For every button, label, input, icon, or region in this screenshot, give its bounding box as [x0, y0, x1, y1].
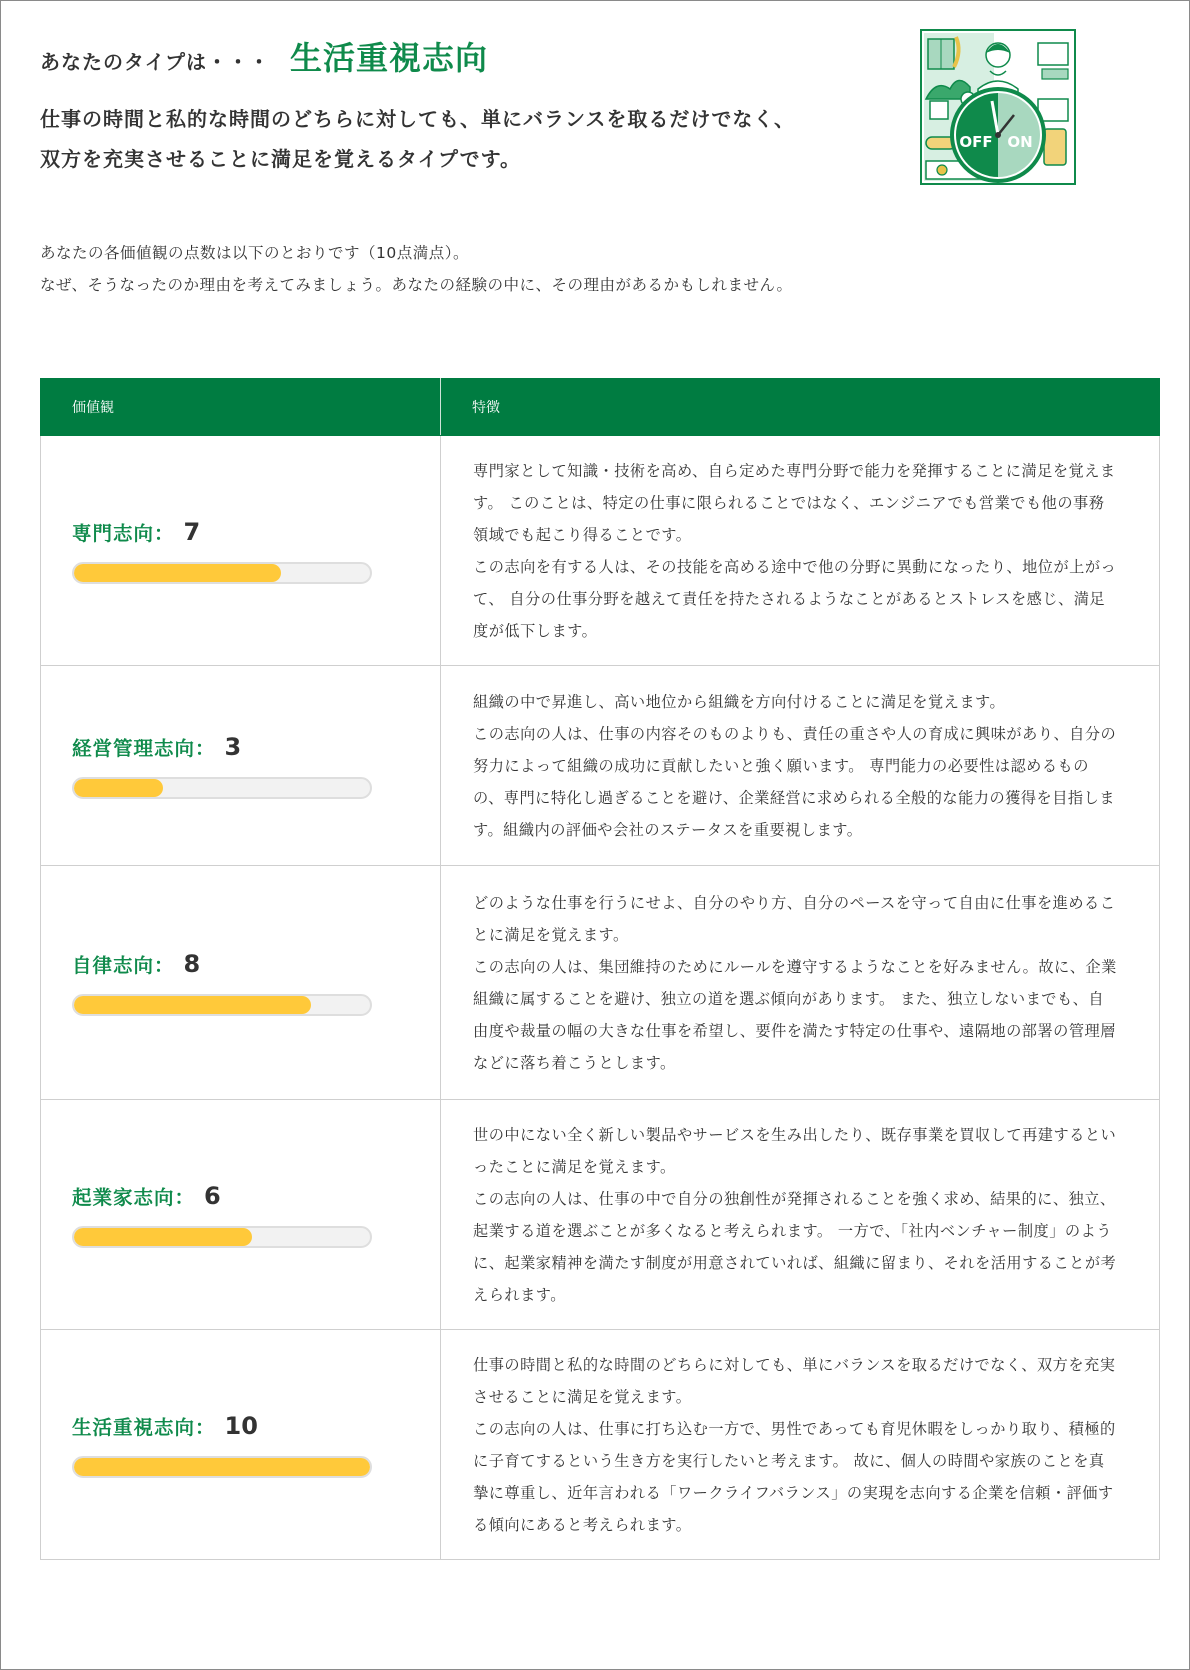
score-cell: 自律志向 ： 8	[41, 866, 441, 1100]
score-label: 自律志向	[72, 953, 155, 977]
description-paragraph: 仕事の時間と私的な時間のどちらに対しても、単にバランスを取るだけでなく、双方を充実させることに満足を覚えます。	[473, 1355, 1116, 1406]
score-label: 経営管理志向	[72, 736, 196, 760]
intro-line: なぜ、そうなったのか理由を考えてみましょう。あなたの経験の中に、その理由があるかもしれません。	[40, 276, 793, 294]
table-row	[41, 666, 1160, 866]
column-header-values: 価値観	[41, 379, 441, 436]
table-header-row	[41, 379, 1160, 436]
result-header	[40, 27, 1160, 207]
score-cell: 起業家志向 ： 6	[41, 1100, 441, 1330]
type-prefix: あなたのタイプは・・・	[40, 50, 270, 74]
values-table	[40, 378, 1160, 1560]
score-value: 8	[183, 949, 201, 978]
description-cell	[441, 1100, 1160, 1330]
off-label: OFF	[959, 133, 993, 151]
description-paragraph: 世の中にない全く新しい製品やサービスを生み出したり、既存事業を買収して再建するといったことに満足を覚えます。	[473, 1125, 1117, 1176]
description-paragraph: 組織の中で昇進し、高い地位から組織を方向付けることに満足を覚えます。	[473, 692, 1006, 711]
score-value: 7	[183, 517, 201, 546]
description-paragraph: この志向の人は、仕事に打ち込む一方で、男性であっても育児休暇をしっかり取り、積極的に子育てするという生き方を実行したいと考えます。 故に、個人の時間や家族のことを真摯に尊重し、近年言われる「ワークライフバランス」の実現を志向する企業を信頼・評価する傾向にあると考えられます。	[473, 1419, 1116, 1534]
score-bar	[72, 1456, 372, 1478]
column-header-features: 特徴	[441, 379, 1160, 436]
description-paragraph: この志向の人は、仕事の内容そのものよりも、責任の重さや人の育成に興味があり、自分の努力によって組織の成功に貢献したいと強く願います。 専門能力の必要性は認めるものの、専門に特化し過ぎることを避け、企業経営に求められる全般的な能力の獲得を目指します。組織内の評価や会社のステータスを重要視します。	[473, 724, 1117, 839]
description-paragraph: この志向の人は、集団維持のためにルールを遵守するようなことを好みません。故に、企業組織に属することを避け、独立の道を選ぶ傾向があります。 また、独立しないまでも、自由度や裁量の幅の大きな仕事を希望し、要件を満たす特定の仕事や、遠隔地の部署の管理層などに落ち着こうとします。	[473, 957, 1117, 1072]
on-label: ON	[1007, 133, 1033, 151]
table-row	[41, 436, 1160, 666]
intro-line: あなたの各価値観の点数は以下のとおりです（10点満点）。	[40, 244, 469, 262]
description-cell	[441, 666, 1160, 866]
headline-line: 双方を充実させることに満足を覚えるタイプです。	[40, 147, 521, 171]
score-bar	[72, 562, 372, 584]
score-value: 10	[224, 1411, 258, 1440]
score-cell: 生活重視志向 ： 10	[41, 1330, 441, 1560]
description-paragraph: 専門家として知識・技術を高め、自ら定めた専門分野で能力を発揮することに満足を覚えます。 このことは、特定の仕事に限られることではなく、エンジニアでも営業でも他の事務領域でも起こり得ることです。	[473, 461, 1116, 544]
score-value: 6	[204, 1181, 221, 1210]
type-headline	[40, 99, 860, 179]
table-row	[41, 1330, 1160, 1560]
table-row	[41, 866, 1160, 1100]
score-value: 3	[224, 732, 242, 761]
score-bar-fill	[74, 1458, 370, 1476]
headline-line: 仕事の時間と私的な時間のどちらに対しても、単にバランスを取るだけでなく、	[40, 107, 795, 131]
score-cell: 経営管理志向 ： 3	[41, 666, 441, 866]
score-cell: 専門志向 ： 7	[41, 436, 441, 666]
description-paragraph: どのような仕事を行うにせよ、自分のやり方、自分のペースを守って自由に仕事を進めることに満足を覚えます。	[473, 893, 1116, 944]
score-label: 生活重視志向	[72, 1415, 196, 1439]
score-bar-fill	[74, 564, 281, 582]
score-bar-fill	[74, 996, 311, 1014]
score-bar	[72, 994, 372, 1016]
description-paragraph: この志向の人は、仕事の中で自分の独創性が発揮されることを強く求め、結果的に、独立、起業する道を選ぶことが多くなると考えられます。 一方で、「社内ベンチャー制度」のように、起業家精神を満たす制度が用意されていれば、組織に留まり、それを活用することが考えられます。	[473, 1189, 1117, 1304]
score-bar-fill	[74, 1228, 252, 1246]
work-life-balance-illustration	[920, 29, 1076, 185]
type-name: 生活重視志向	[290, 39, 489, 77]
score-label: 起業家志向	[72, 1185, 175, 1209]
description-cell	[441, 436, 1160, 666]
score-bar	[72, 777, 372, 799]
score-label: 専門志向	[72, 521, 155, 545]
description-paragraph: この志向を有する人は、その技能を高める途中で他の分野に異動になったり、地位が上がって、 自分の仕事分野を越えて責任を持たされるようなことがあるとストレスを感じ、満足度が低下します。	[473, 557, 1117, 640]
description-cell	[441, 1330, 1160, 1560]
description-cell	[441, 866, 1160, 1100]
type-line	[40, 33, 488, 79]
table-row	[41, 1100, 1160, 1330]
score-bar-fill	[74, 779, 163, 797]
score-bar	[72, 1226, 372, 1248]
intro-text	[40, 237, 1140, 301]
